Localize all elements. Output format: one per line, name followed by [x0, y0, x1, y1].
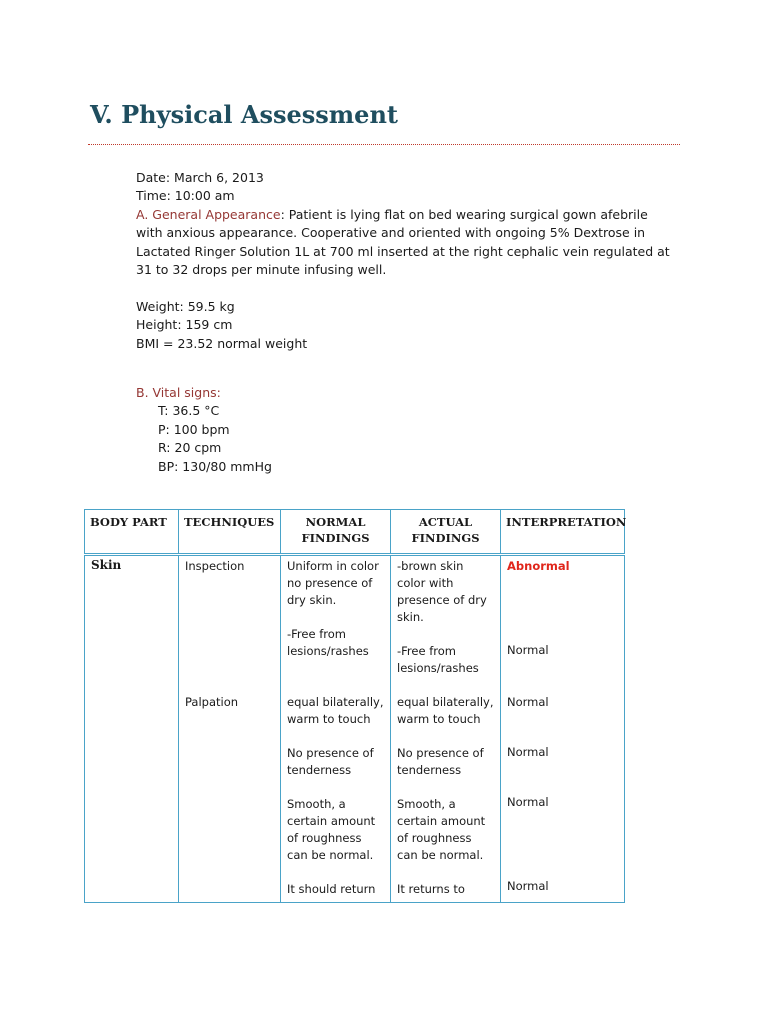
bmi-line: BMI = 23.52 normal weight	[136, 335, 308, 351]
interpretation-abnormal: Abnormal	[507, 559, 570, 573]
vital-temperature: T: 36.5 °C	[158, 403, 220, 419]
time-line: Time: 10:00 am	[136, 188, 235, 204]
vital-pulse: P: 100 bpm	[158, 421, 230, 437]
findings-table	[84, 509, 625, 903]
height-line: Height: 159 cm	[136, 317, 233, 333]
interpretation-normal: Normal	[507, 643, 549, 657]
body-part-cell	[85, 677, 179, 903]
header-body-part: BODY PART	[85, 510, 179, 555]
date-line: Date: March 6, 2013	[136, 170, 264, 185]
actual-findings-cell: equal bilaterally, warm to touch No presence of tenderness Smooth, a certain amount of roughness can be normal. It returns to	[391, 677, 501, 903]
interpretation-cell	[501, 677, 625, 903]
page-title: V. Physical Assessment	[90, 100, 398, 129]
weight-line: Weight: 59.5 kg	[136, 298, 235, 314]
vital-signs-label: B. Vital signs:	[136, 385, 221, 401]
interpretation-normal: Normal	[507, 795, 549, 809]
table-row	[85, 555, 625, 678]
technique-cell: Palpation	[179, 677, 281, 903]
normal-findings-cell: equal bilaterally, warm to touch No presence of tenderness Smooth, a certain amount of roughness can be normal. It should return	[281, 677, 391, 903]
general-appearance-text: : Patient is lying flat on bed wearing surgical gown afebrile with anxious appearance. Cooperative and oriented with ongoing 5% Dextrose in Lactated Ringer Solution 1L at 700 ml inserted at the right cephalic vein regulated at 31 to 32 drops per minute infusing well.	[136, 206, 670, 278]
interpretation-normal: Normal	[507, 695, 549, 709]
actual-findings-cell: -brown skin color with presence of dry skin. -Free from lesions/rashes	[391, 555, 501, 678]
normal-findings-cell: Uniform in color no presence of dry skin. -Free from lesions/rashes	[281, 555, 391, 678]
technique-cell: Inspection	[179, 555, 281, 678]
assessment-notes	[136, 169, 676, 476]
interpretation-cell	[501, 555, 625, 678]
body-part-skin: Skin	[91, 558, 122, 572]
header-interpretation: INTERPRETATION	[501, 510, 625, 555]
header-actual-findings: ACTUAL FINDINGS	[391, 510, 501, 555]
body-part-cell	[85, 555, 179, 678]
table-row	[85, 677, 625, 903]
table-header-row	[85, 510, 625, 555]
title-divider	[88, 144, 680, 145]
interpretation-normal: Normal	[507, 745, 549, 759]
general-appearance-label: A. General Appearance	[136, 206, 281, 222]
general-appearance	[136, 206, 676, 280]
vital-blood-pressure: BP: 130/80 mmHg	[158, 458, 272, 474]
vital-respiration: R: 20 cpm	[158, 440, 222, 456]
interpretation-normal: Normal	[507, 879, 549, 893]
header-techniques: TECHNIQUES	[179, 510, 281, 555]
header-normal-findings: NORMAL FINDINGS	[281, 510, 391, 555]
